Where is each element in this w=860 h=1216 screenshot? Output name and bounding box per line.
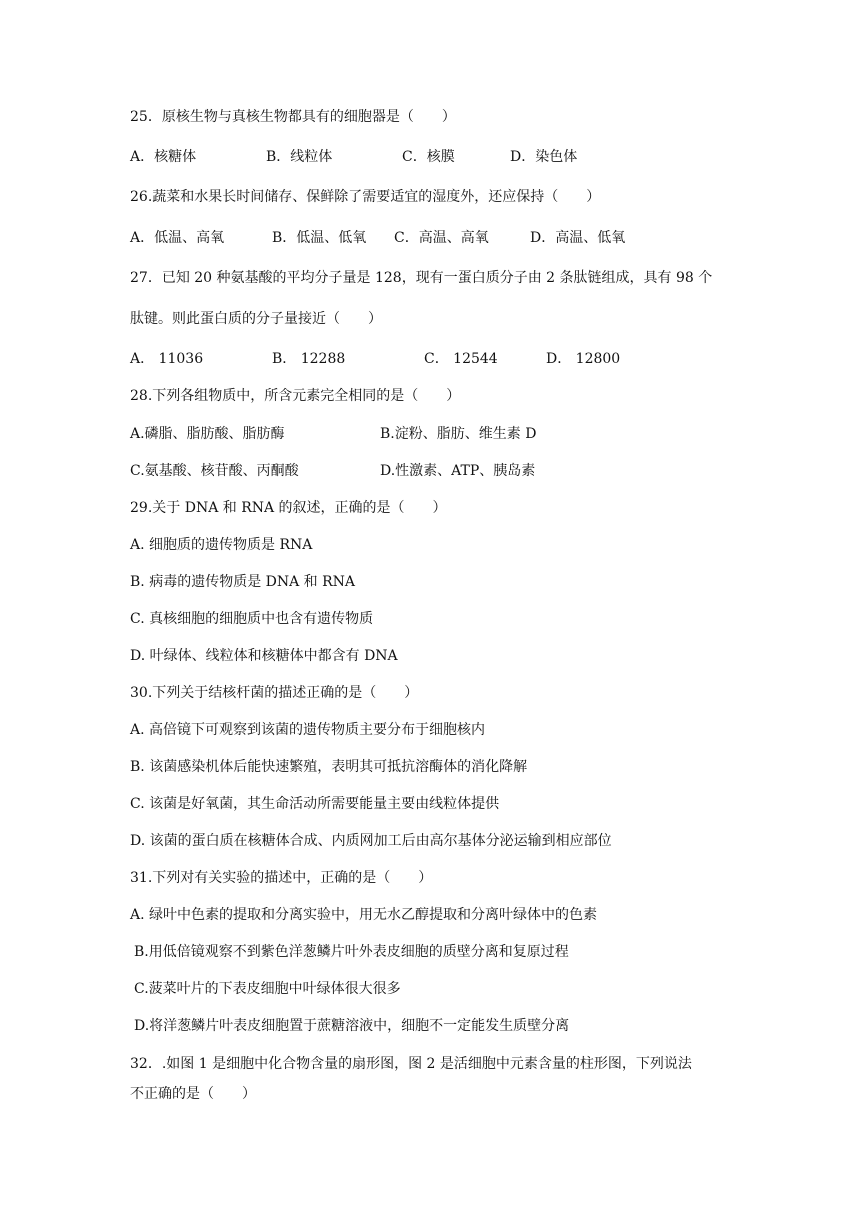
question-31-option-b: B.用低倍镜观察不到紫色洋葱鳞片叶外表皮细胞的质壁分离和复原过程 <box>134 944 569 960</box>
question-28-option-a: A.磷脂、脂肪酸、脂肪酶 <box>130 426 285 442</box>
question-29-stem: 29.关于 DNA 和 RNA 的叙述，正确的是（ ） <box>130 500 447 516</box>
question-26-option-c: C．高温、高氧 <box>394 230 489 246</box>
question-27-option-d: D． 12800 <box>546 351 621 367</box>
question-27-stem-line-1: 27．已知 20 种氨基酸的平均分子量是 128，现有一蛋白质分子由 2 条肽链组成，具有 98 个 <box>130 270 713 286</box>
question-30-stem: 30.下列关于结核杆菌的描述正确的是（ ） <box>130 685 419 701</box>
question-27-option-a: A． 11036 <box>130 351 204 367</box>
question-25-option-b: B．线粒体 <box>266 149 333 165</box>
question-29-option-b: B. 病毒的遗传物质是 DNA 和 RNA <box>130 574 356 590</box>
question-30-option-c: C. 该菌是好氧菌，其生命活动所需要能量主要由线粒体提供 <box>130 796 500 812</box>
question-28-option-c: C.氨基酸、核苷酸、丙酮酸 <box>130 463 299 479</box>
question-27-stem-line-2: 肽键。则此蛋白质的分子量接近（ ） <box>130 311 382 327</box>
question-26-option-b: B．低温、低氧 <box>272 230 367 246</box>
question-30-option-a: A. 高倍镜下可观察到该菌的遗传物质主要分布于细胞核内 <box>130 722 486 738</box>
question-25-stem: 25．原核生物与真核生物都具有的细胞器是（ ） <box>130 109 456 125</box>
question-26-stem: 26.蔬菜和水果长时间储存、保鲜除了需要适宜的湿度外，还应保持（ ） <box>130 189 601 205</box>
question-29-option-c: C. 真核细胞的细胞质中也含有遗传物质 <box>130 611 374 627</box>
question-28-option-b: B.淀粉、脂肪、维生素 D <box>380 426 537 442</box>
question-32-stem-line-2: 不正确的是（ ） <box>130 1086 256 1102</box>
question-27-option-b: B． 12288 <box>272 351 346 367</box>
question-26-option-d: D．高温、低氧 <box>530 230 626 246</box>
question-29-option-d: D. 叶绿体、线粒体和核糖体中都含有 DNA <box>130 648 398 664</box>
question-31-option-a: A. 绿叶中色素的提取和分离实验中，用无水乙醇提取和分离叶绿体中的色素 <box>130 907 598 923</box>
question-27-option-c: C． 12544 <box>424 351 498 367</box>
question-28-stem: 28.下列各组物质中，所含元素完全相同的是（ ） <box>130 388 461 404</box>
question-29-option-a: A. 细胞质的遗传物质是 RNA <box>130 537 313 553</box>
question-25-option-c: C．核膜 <box>402 149 455 165</box>
question-28-option-d: D.性激素、ATP、胰岛素 <box>380 463 536 479</box>
question-25-option-d: D．染色体 <box>510 149 578 165</box>
question-32-stem-line-1: 32．.如图 1 是细胞中化合物含量的扇形图，图 2 是活细胞中元素含量的柱形图，下列说法 <box>130 1056 692 1072</box>
question-25-option-a: A．核糖体 <box>130 149 197 165</box>
question-31-option-c: C.菠菜叶片的下表皮细胞中叶绿体很大很多 <box>134 981 401 997</box>
question-26-option-a: A．低温、高氧 <box>130 230 225 246</box>
question-30-option-d: D. 该菌的蛋白质在核糖体合成、内质网加工后由高尔基体分泌运输到相应部位 <box>130 833 612 849</box>
question-31-stem: 31.下列对有关实验的描述中，正确的是（ ） <box>130 870 433 886</box>
question-31-option-d: D.将洋葱鳞片叶表皮细胞置于蔗糖溶液中，细胞不一定能发生质壁分离 <box>134 1018 570 1034</box>
question-30-option-b: B. 该菌感染机体后能快速繁殖，表明其可抵抗溶酶体的消化降解 <box>130 759 528 775</box>
